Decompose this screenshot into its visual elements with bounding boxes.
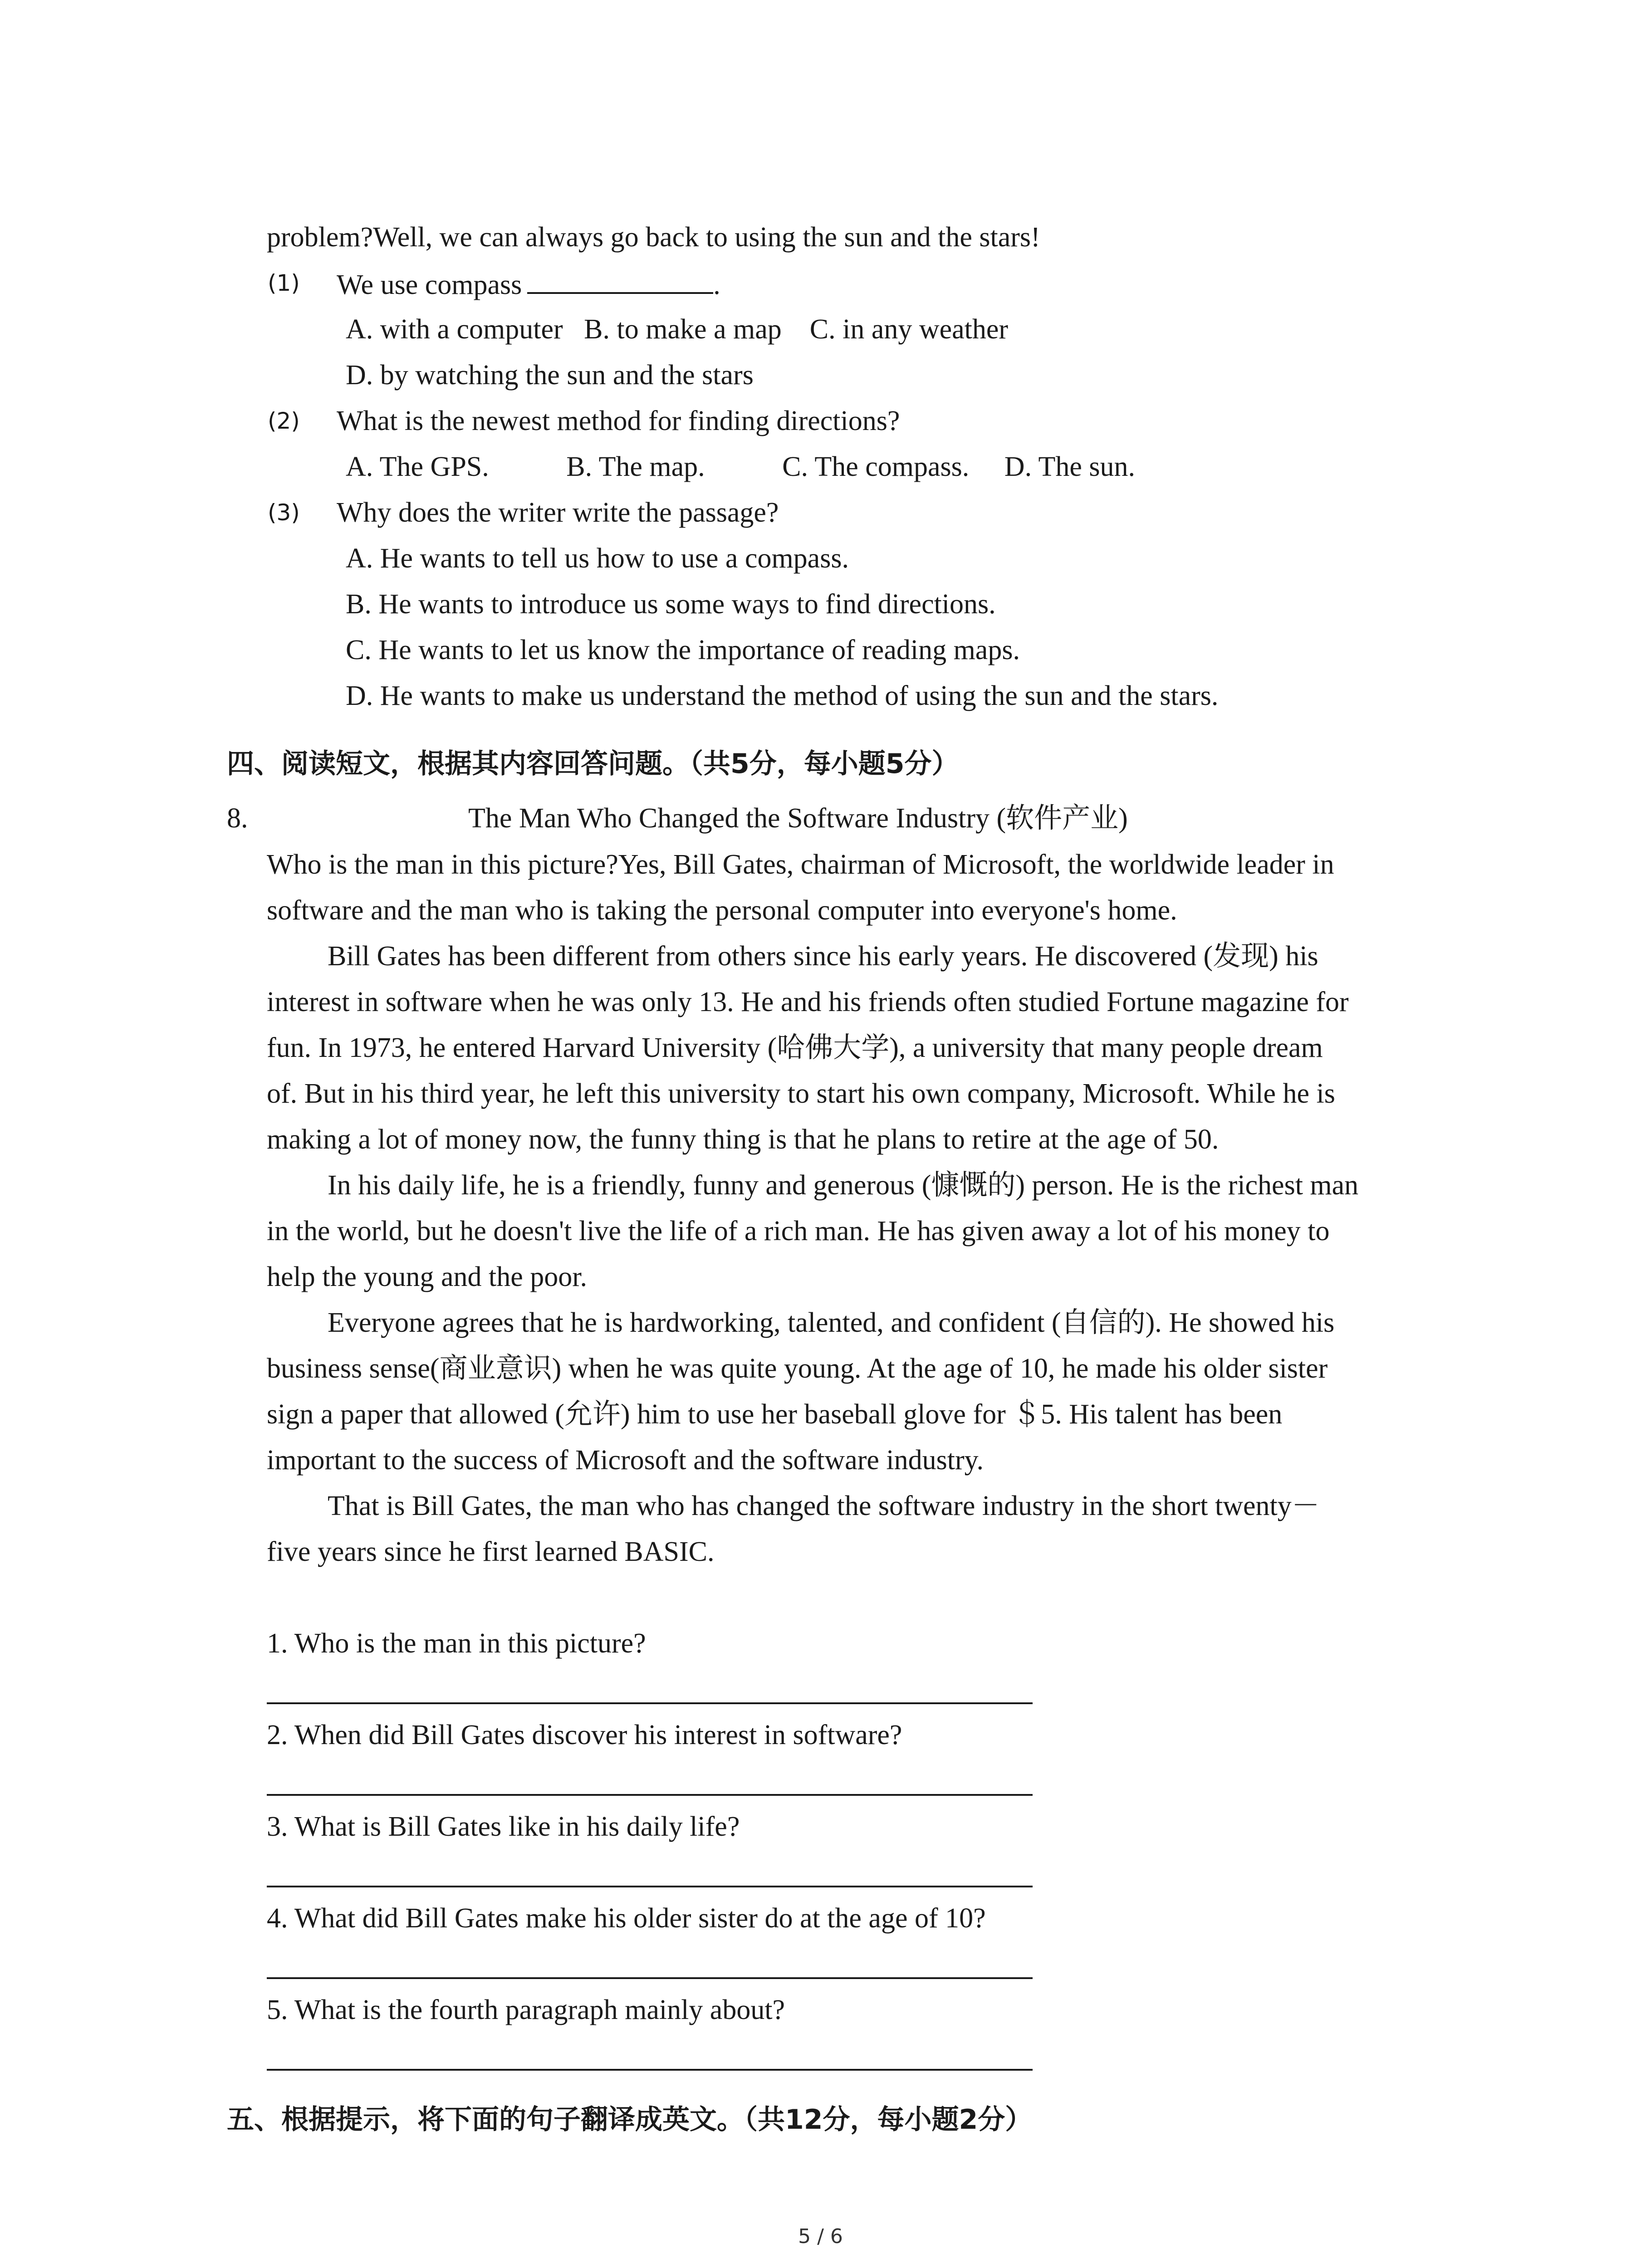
answer-question: 2. When did Bill Gates discover his interest in software?	[267, 1720, 902, 1750]
answer-line[interactable]	[267, 2069, 1033, 2071]
article-line: of. But in his third year, he left this university to start his own company, Microsoft. While he is	[267, 1078, 1335, 1109]
question-option: C. He wants to let us know the importance of reading maps.	[346, 635, 1020, 665]
article-line: interest in software when he was only 13. He and his friends often studied Fortune magazine for	[267, 987, 1349, 1017]
article-line: business sense(商业意识) when he was quite young. At the age of 10, he made his older sister	[267, 1353, 1328, 1384]
answer-line[interactable]	[267, 1702, 1033, 1704]
question-stem: What is the newest method for finding directions?	[337, 406, 900, 436]
article-line: sign a paper that allowed (允许) him to use her baseball glove for ＄5. His talent has been	[267, 1399, 1283, 1430]
article-number: 8.	[227, 803, 248, 834]
question-stem-text: We use compass	[337, 269, 522, 300]
section-heading: 四、阅读短文，根据其内容回答问题。（共5分，每小题5分）	[227, 748, 959, 780]
question-number: (1)	[268, 270, 300, 296]
article-line: Bill Gates has been different from others since his early years. He discovered (发现) his	[328, 941, 1318, 972]
question-option: D. He wants to make us understand the method of using the sun and the stars.	[346, 680, 1219, 711]
article-line: In his daily life, he is a friendly, funny and generous (慷慨的) person. He is the richest man	[328, 1170, 1359, 1201]
answer-line[interactable]	[267, 1977, 1033, 1979]
answer-question: 4. What did Bill Gates make his older sister do at the age of 10?	[267, 1903, 986, 1934]
section-heading: 五、根据提示，将下面的句子翻译成英文。（共12分，每小题2分）	[227, 2104, 1033, 2136]
question-options: A. with a computer B. to make a map C. in any weather	[346, 314, 1009, 345]
question-options: D. by watching the sun and the stars	[346, 360, 754, 391]
article-line: making a lot of money now, the funny thing is that he plans to retire at the age of 50.	[267, 1124, 1219, 1155]
article-line: help the young and the poor.	[267, 1261, 587, 1292]
question-number: (2)	[268, 408, 300, 434]
question-stem-end: .	[713, 269, 720, 300]
answer-question: 1. Who is the man in this picture?	[267, 1628, 646, 1659]
article-line: Who is the man in this picture?Yes, Bill Gates, chairman of Microsoft, the worldwide leader in	[267, 849, 1334, 880]
article-line: Everyone agrees that he is hardworking, talented, and confident (自信的). He showed his	[328, 1307, 1335, 1338]
article-line: in the world, but he doesn't live the life of a rich man. He has given away a lot of his money to	[267, 1216, 1330, 1246]
answer-line[interactable]	[267, 1794, 1033, 1796]
passage-tail: problem?Well, we can always go back to using the sun and the stars!	[267, 222, 1040, 253]
question-option: B. He wants to introduce us some ways to find directions.	[346, 589, 996, 620]
question-options: A. The GPS. B. The map. C. The compass. D. The sun.	[346, 451, 1135, 482]
answer-question: 3. What is Bill Gates like in his daily life?	[267, 1811, 740, 1842]
article-line: fun. In 1973, he entered Harvard University (哈佛大学), a university that many people dream	[267, 1032, 1323, 1063]
question-stem	[337, 265, 720, 303]
question-number: (3)	[268, 499, 300, 526]
answer-question: 5. What is the fourth paragraph mainly about?	[267, 1994, 785, 2025]
answer-blank[interactable]	[527, 265, 713, 294]
article-line: five years since he first learned BASIC.	[267, 1536, 715, 1567]
question-option: A. He wants to tell us how to use a compass.	[346, 543, 849, 574]
question-stem: Why does the writer write the passage?	[337, 497, 779, 528]
article-title: The Man Who Changed the Software Industry (软件产业)	[468, 803, 1128, 834]
page-number: 5 / 6	[798, 2225, 843, 2248]
article-line: That is Bill Gates, the man who has changed the software industry in the short twenty－	[328, 1491, 1320, 1521]
article-line: software and the man who is taking the personal computer into everyone's home.	[267, 895, 1177, 926]
article-line: important to the success of Microsoft and the software industry.	[267, 1445, 984, 1476]
answer-line[interactable]	[267, 1886, 1033, 1887]
